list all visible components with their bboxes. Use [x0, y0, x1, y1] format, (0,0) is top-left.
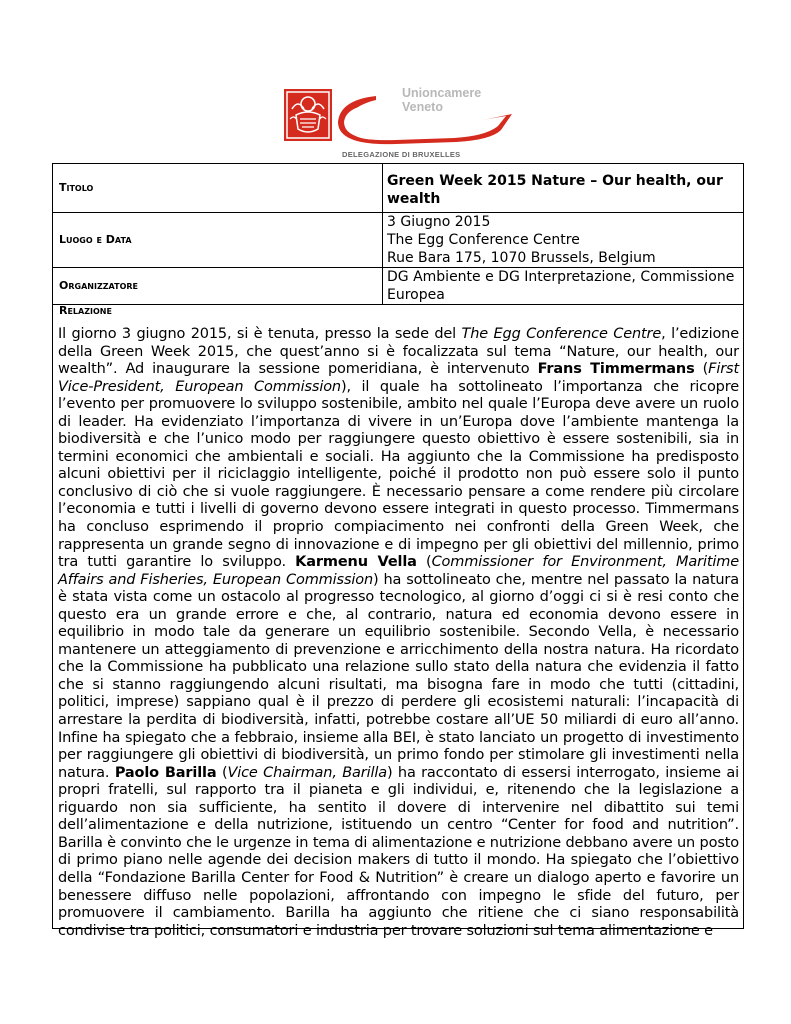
place-venue: The Egg Conference Centre	[387, 232, 580, 248]
report-text: , il quale ha sottolineato l’importanza che ricopre l’evento per promuovere lo sviluppo sostenibile, ambito nel quale l’Europa deve avere un ruolo di leader. Ha evidenziato l’importanza di vivere in un’Europa dove l’ambiente mantenga la biodiversità e che l’unico modo per raggiungere questo obiettivo è essere sostenibili, sia in termini economici che ambientali e sociali. Ha aggiunto che la Commissione ha predisposto alcuni obiettivi per il riciclaggio intelligente, poiché il prodotto non può essere solo il punto conclusivo di ciò che si vuole raggiungere. È necessario pensare a come rendere più circolare l’economia e tutti i livelli di governo devono essere integrati in questo processo. Timmermans ha concluso esprimendo il proprio compiacimento nei confronti della Green Week, che rappresenta un grande segno di innovazione e di impegno per gli obiettivi del millennio, primo tra tutti garantire lo sviluppo.	[58, 378, 739, 571]
venue-name: The Egg Conference Centre	[461, 326, 662, 342]
place-address: Rue Bara 175, 1070 Brussels, Belgium	[387, 250, 656, 266]
organizer-label: Organizzatore	[53, 268, 383, 305]
report-text: ha sottolineato che, mentre nel passato la natura è stata vista come un ostacolo al progresso tecnologico, al giorno d’oggi ci si è resi conto che questo era un grande errore e che, al contrario, natura ed economia devono essere in equilibrio in modo tale da generare un equilibrio sostenibile. Secondo Vella, è necessario mantenere un atteggiamento di prevenzione e arricchimento della nostra natura. Ha ricordato che la Commissione ha pubblicato una relazione sullo stato della natura che evidenzia il fatto che si stanno raggiungendo alcuni risultati, ma bisogna fare in modo che tutti (cittadini, politici, imprese) sappiano qual è il prezzo di perdere gli ecosistemi naturali: l’incapacità di arrestare la perdita di biodiversità, infatti, potrebbe costare all’UE 50 miliardi di euro all’anno. Infine ha spiegato che a febbraio, insieme alla BEI, è stato lanciato un progetto di investimento per raggiungere gli obiettivi di biodiversità, un primo fondo per stimolare gli investimenti nella natura.	[58, 571, 739, 781]
table-row-title	[53, 164, 744, 213]
speaker-name: Karmenu Vella	[295, 554, 417, 571]
place-date: 3 Giugno 2015	[387, 214, 491, 230]
winged-lion-icon	[284, 89, 332, 141]
speaker-role: Commissioner for Environment, Maritime Affairs and Fisheries, European Commission	[58, 554, 739, 588]
org-name-line1: Unioncamere	[402, 86, 482, 100]
title-value: Green Week 2015 Nature – Our health, our wealth	[383, 164, 744, 213]
place-label: Luogo e Data	[53, 213, 383, 268]
place-value	[383, 213, 744, 268]
info-table	[52, 163, 744, 305]
report-text: ) ha raccontato di essersi interrogato, insieme ai propri fratelli, sul rapporto tra il pianeta e gli individui, e, ritenendo che la legislazione a riguardo non sia sufficiente, ha sentito il dovere di intervenire nel dibattito sui temi dell’alimentazione e della nutrizione, istituendo un centro “Center for food and nutrition”. Barilla è convinto che le urgenze in tema di alimentazione e nutrizione debbano avere un posto di primo piano nelle agende dei decision makers di tutto il mondo. Ha spiegato che l’obiettivo della “Fondazione Barilla Center for Food & Nutrition” è creare un dialogo aperto e favorire un benessere diffuso nelle popolazioni, affrontando con impegno le sfide del futuro, per promuovere il cambiamento. Barilla ha aggiunto che ritiene che ci siano responsabilità condivise tra politici, consumatori e industria per trovare soluzioni sul tema alimentazione e	[58, 764, 740, 939]
organizer-value: DG Ambiente e DG Interpretazione, Commissione Europea	[383, 268, 744, 305]
speaker-role: First Vice-President, European Commission	[58, 361, 739, 395]
report-heading: Relazione	[59, 304, 112, 317]
report-body: Il giorno 3 giugno 2015, si è tenuta, presso la sede del The Egg Conference Centre, l’edizione della Green Week 2015, che quest’anno si è focalizzata sul tema “Nature, our health, our wealth”. Ad inaugurare la sessione pomeridiana, è intervenuto Frans Timmermans (First Vice-President, European Commission), il quale ha sottolineato l’importanza che ricopre l’evento per promuovere lo sviluppo sostenibile, ambito nel quale l’Europa deve avere un ruolo di leader. Ha evidenziato l’importanza di vivere in un’Europa dove l’ambiente mantenga la biodiversità e che l’unico modo per raggiungere questo obiettivo è essere sostenibili, sia in termini economici che ambientali e sociali. Ha aggiunto che la Commissione ha predisposto alcuni obiettivi per il riciclaggio intelligente, poiché il prodotto non può essere solo il punto conclusivo di ciò che si vuole raggiungere. È necessario pensare a come rendere più circolare l’economia e tutti i livelli di governo devono essere integrati in questo processo. Timmermans ha concluso esprimendo il proprio compiacimento nei confronti della Green Week, che rappresenta un grande segno di innovazione e di impegno per gli obiettivi del millennio, primo tra tutti garantire lo sviluppo. Karmenu Vella (Commissioner for Environment, Maritime Affairs and Fisheries, European Commission) ha sottolineato che, mentre nel passato la natura è stata vista come un ostacolo al progresso tecnologico, al giorno d’oggi ci si è resi conto che questo era un grande errore e che, al contrario, natura ed economia devono essere in equilibrio in modo tale da generare un equilibrio sostenibile. Secondo Vella, è necessario mantenere un atteggiamento di prevenzione e arricchimento della nostra natura. Ha ricordato che la Commissione ha pubblicato una relazione sullo stato della natura che evidenzia il fatto che si stanno raggiungendo alcuni risultati, ma bisogna fare in modo che tutti (cittadini, politici, imprese) sappiano qual è il prezzo di perdere gli ecosistemi naturali: l’incapacità di arrestare la perdita di biodiversità, infatti, potrebbe costare all’UE 50 miliardi di euro all’anno. Infine ha spiegato che a febbraio, insieme alla BEI, è stato lanciato un progetto di investimento per raggiungere gli obiettivi di biodiversità, un primo fondo per stimolare gli investimenti nella natura. Paolo Barilla (Vice Chairman, Barilla) ha raccontato di essersi interrogato, insieme ai propri fratelli, sul rapporto tra il pianeta e gli individui, e, ritenendo che la legislazione a riguardo non sia sufficiente, ha sentito il dovere di intervenire nel dibattito sui temi dell’alimentazione e della nutrizione, istituendo un centro “Center for food and nutrition”. Barilla è convinto che le urgenze in tema di alimentazione e nutrizione debbano avere un posto di primo piano nelle agende dei decision makers di tutto il mondo. Ha spiegato che l’obiettivo della “Fondazione Barilla Center for Food & Nutrition” è creare un dialogo aperto e favorire un benessere diffuso nelle popolazioni, affrontando con impegno le sfide del futuro, per promuovere il cambiamento. Barilla ha aggiunto che ritiene che ci siano responsabilità condivise tra politici, consumatori e industria per trovare soluzioni sul tema alimentazione e	[58, 326, 740, 939]
table-row-place	[53, 213, 744, 268]
report-text: Il giorno 3 giugno 2015, si è tenuta, presso la sede del	[58, 326, 462, 342]
report-section	[52, 295, 744, 939]
speaker-role: Vice Chairman, Barilla	[227, 764, 387, 781]
header-logo	[284, 86, 514, 162]
report-text: , l’edizione della Green Week 2015, che quest’anno si è focalizzata sul tema “Nature, our health, our wealth”. Ad inaugurare la sessione pomeridiana, è intervenuto	[58, 326, 739, 378]
delegation-label: DELEGAZIONE DI BRUXELLES	[342, 150, 461, 159]
org-name	[402, 86, 512, 114]
speaker-name: Frans Timmermans	[537, 361, 695, 378]
org-name-line2: Veneto	[402, 100, 443, 114]
title-label: Titolo	[53, 164, 383, 213]
speaker-name: Paolo Barilla	[114, 764, 217, 781]
